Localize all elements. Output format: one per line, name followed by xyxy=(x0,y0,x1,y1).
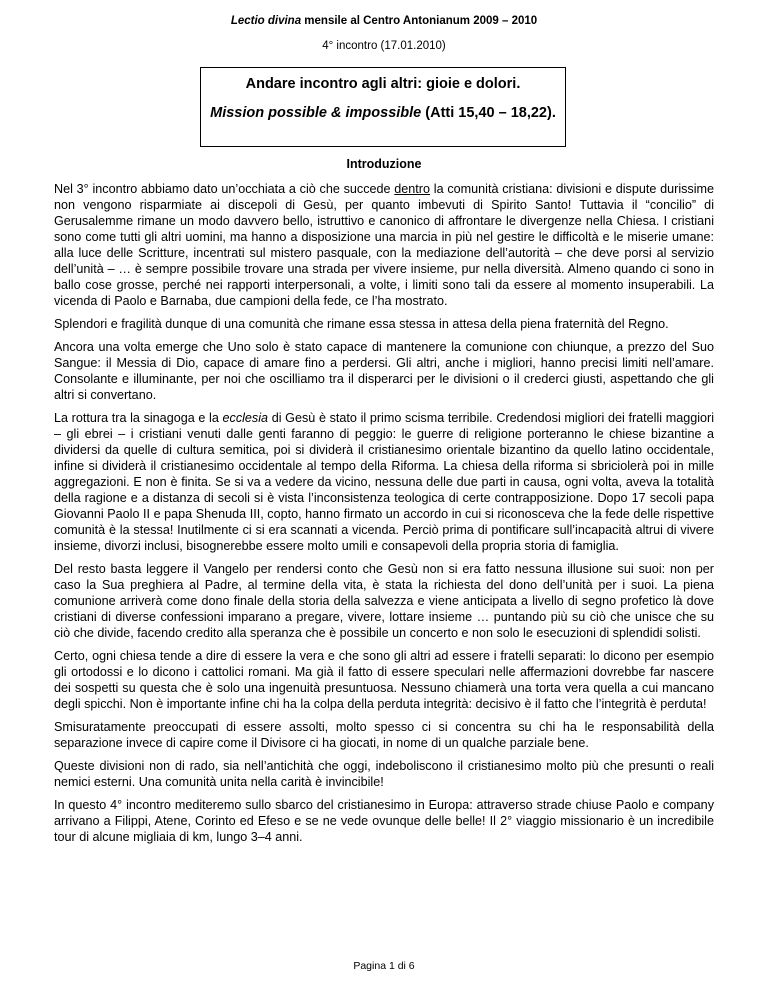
subtitle-italic: Mission possible & impossible xyxy=(210,105,422,121)
paragraph-4-b: di Gesù è stato il primo scisma terribile. Credendosi migliori dei fratelli maggiori – gli ebrei – i cristiani venuti dalle genti faranno di peggio: le guerre di religione porteranno le chiese bizantine a dividersi da quelle di cultura semitica, poi si dividerà il cristianesimo orientale bizantino da quello latino occidentale, infine si dividerà il cristianesimo occidentale al tempo della Riforma. La chiesa della riforma si sbriciolerà poi in mille aggregazioni. E non è finita. Se si va a vedere da vicino, nessuna delle due parti in causa, ogni volta, aveva la totalità della ragione e a distanza di secoli si è vista l’inconsistenza teologica di certe contrapposizione. Dopo 17 secoli papa Giovanni Paolo II e papa Shenuda III, copto, hanno firmato un accordo in cui si riconosceva che la fede delle rispettive comunità è la stessa! Inutilmente ci si era scannati a vicenda. Perciò prima di pontificare sull’incapacità altrui di vivere insieme, divorzi inclusi, bisognerebbe essere molto umili e consapevoli della propria storia di famiglia. xyxy=(54,411,715,553)
paragraph-5: Del resto basta leggere il Vangelo per rendersi conto che Gesù non si era fatto nessuna illusione sui suoi: non per caso la Sua preghiera al Padre, al termine della vita, è stata la richiesta del dono dell’unità per i suoi. La piena comunione arriverà come dono finale della storia della salvezza e viene anticipata a livello di segno profetico là dove cristiani di diverse confessioni imparano a pregare, vivere, lottare insieme … puntando più su ciò che unisce che su ciò che divide, facendo credito alla speranza che è possibile un concerto e non solo le esecuzioni di splendidi solisti. xyxy=(54,562,714,640)
header-title-rest: mensile al Centro Antonianum 2009 – 2010 xyxy=(301,15,538,27)
italic-word: ecclesia xyxy=(222,411,269,425)
paragraph-4 xyxy=(54,410,714,554)
document-subtitle xyxy=(201,105,565,121)
body-text xyxy=(54,181,714,852)
subtitle-rest: (Atti 15,40 – 18,22). xyxy=(421,105,556,121)
paragraph-4-a: La rottura tra la sinagoga e la xyxy=(54,411,223,425)
page-number: Pagina 1 di 6 xyxy=(353,960,415,972)
paragraph-2: Splendori e fragilità dunque di una comunità che rimane essa stessa in attesa della piena fraternità del Regno. xyxy=(54,317,669,331)
paragraph-1-a: Nel 3° incontro abbiamo dato un’occhiata a ciò che succede xyxy=(54,182,395,196)
document-title: Andare incontro agli altri: gioie e dolori. xyxy=(245,76,521,92)
paragraph-9: In questo 4° incontro mediteremo sullo sbarco del cristianesimo in Europa: attraverso strade chiuse Paolo e company arrivano a Filippi, Atene, Corinto ed Efeso e se ne vede ovunque delle belle! Il 2° viaggio missionario è un incredibile tour di alcune migliaia di km, lungo 3–4 anni. xyxy=(54,798,714,844)
paragraph-1-b: la comunità cristiana: divisioni e dispute durissime non vengono risparmiate ai discepoli di Gesù, per quanto imbevuti di Spirito Santo! Tuttavia il “concilio” di Gerusalemme rimane un modo davvero bello, istruttivo e canonico di affrontare le divergenze nella Chiesa. I cristiani sono come tutti gli altri uomini, ma hanno a disposizione una marcia in più nel gestire le difficoltà e le miserie umane: alla luce delle Scritture, incentrati sul mistero pasquale, con la mediazione dell’autorità – che deve porsi al servizio dell’unità – … è sempre possibile trovare una strada per vivere insieme, pur nella diversità. Almeno quando ci sono in ballo cose grosse, perché nei rapporti interpersonali, a volte, i limiti sono tali da essere al momento insuperabili. La vicenda di Paolo e Barnaba, due campioni della fede, ce l’ha mostrato. xyxy=(54,182,715,308)
paragraph-6: Certo, ogni chiesa tende a dire di essere la vera e che sono gli altri ad essere i fratelli separati: lo dicono per esempio gli ortodossi e lo dicono i cattolici romani. Ma già il fatto di essere speculari nelle affermazioni dovrebbe far nascere dei sospetti su questa che è solo una ingenuità presuntuosa. Nessuno chiamerà una torta vera quella a cui mancano degli spicchi. Non è importante infine chi ha la colpa della perduta integrità: decisivo è il fatto che l’integrità è perduta! xyxy=(54,649,714,711)
paragraph-1 xyxy=(54,181,714,309)
title-box xyxy=(200,67,566,147)
header-italic-title: Lectio divina xyxy=(230,15,302,27)
paragraph-3: Ancora una volta emerge che Uno solo è stato capace di mantenere la comunione con chiunque, a prezzo del Suo Sangue: il Messia di Dio, capace di amare fino a perdersi. Gli altri, anche i migliori, hanno precisi limiti nell’amare. Consolante e illuminante, per noi che oscilliamo tra il disperarci per le divisioni o il crederci giusti, aspettando che gli altri si convertano. xyxy=(54,340,714,402)
section-heading: Introduzione xyxy=(346,157,422,171)
paragraph-8: Queste divisioni non di rado, sia nell’antichità che oggi, indeboliscono il cristianesimo molto più che presunti o reali nemici esterni. Una comunità unita nella carità è invincibile! xyxy=(54,759,714,789)
underlined-word: dentro xyxy=(394,182,431,196)
running-header xyxy=(0,15,768,27)
paragraph-7: Smisuratamente preoccupati di essere assolti, molto spesso ci si concentra su chi ha le responsabilità della separazione invece di capire come il Divisore ci ha giocati, in nome di un qualche parziale bene. xyxy=(54,720,714,750)
meeting-date: 4° incontro (17.01.2010) xyxy=(322,40,446,52)
